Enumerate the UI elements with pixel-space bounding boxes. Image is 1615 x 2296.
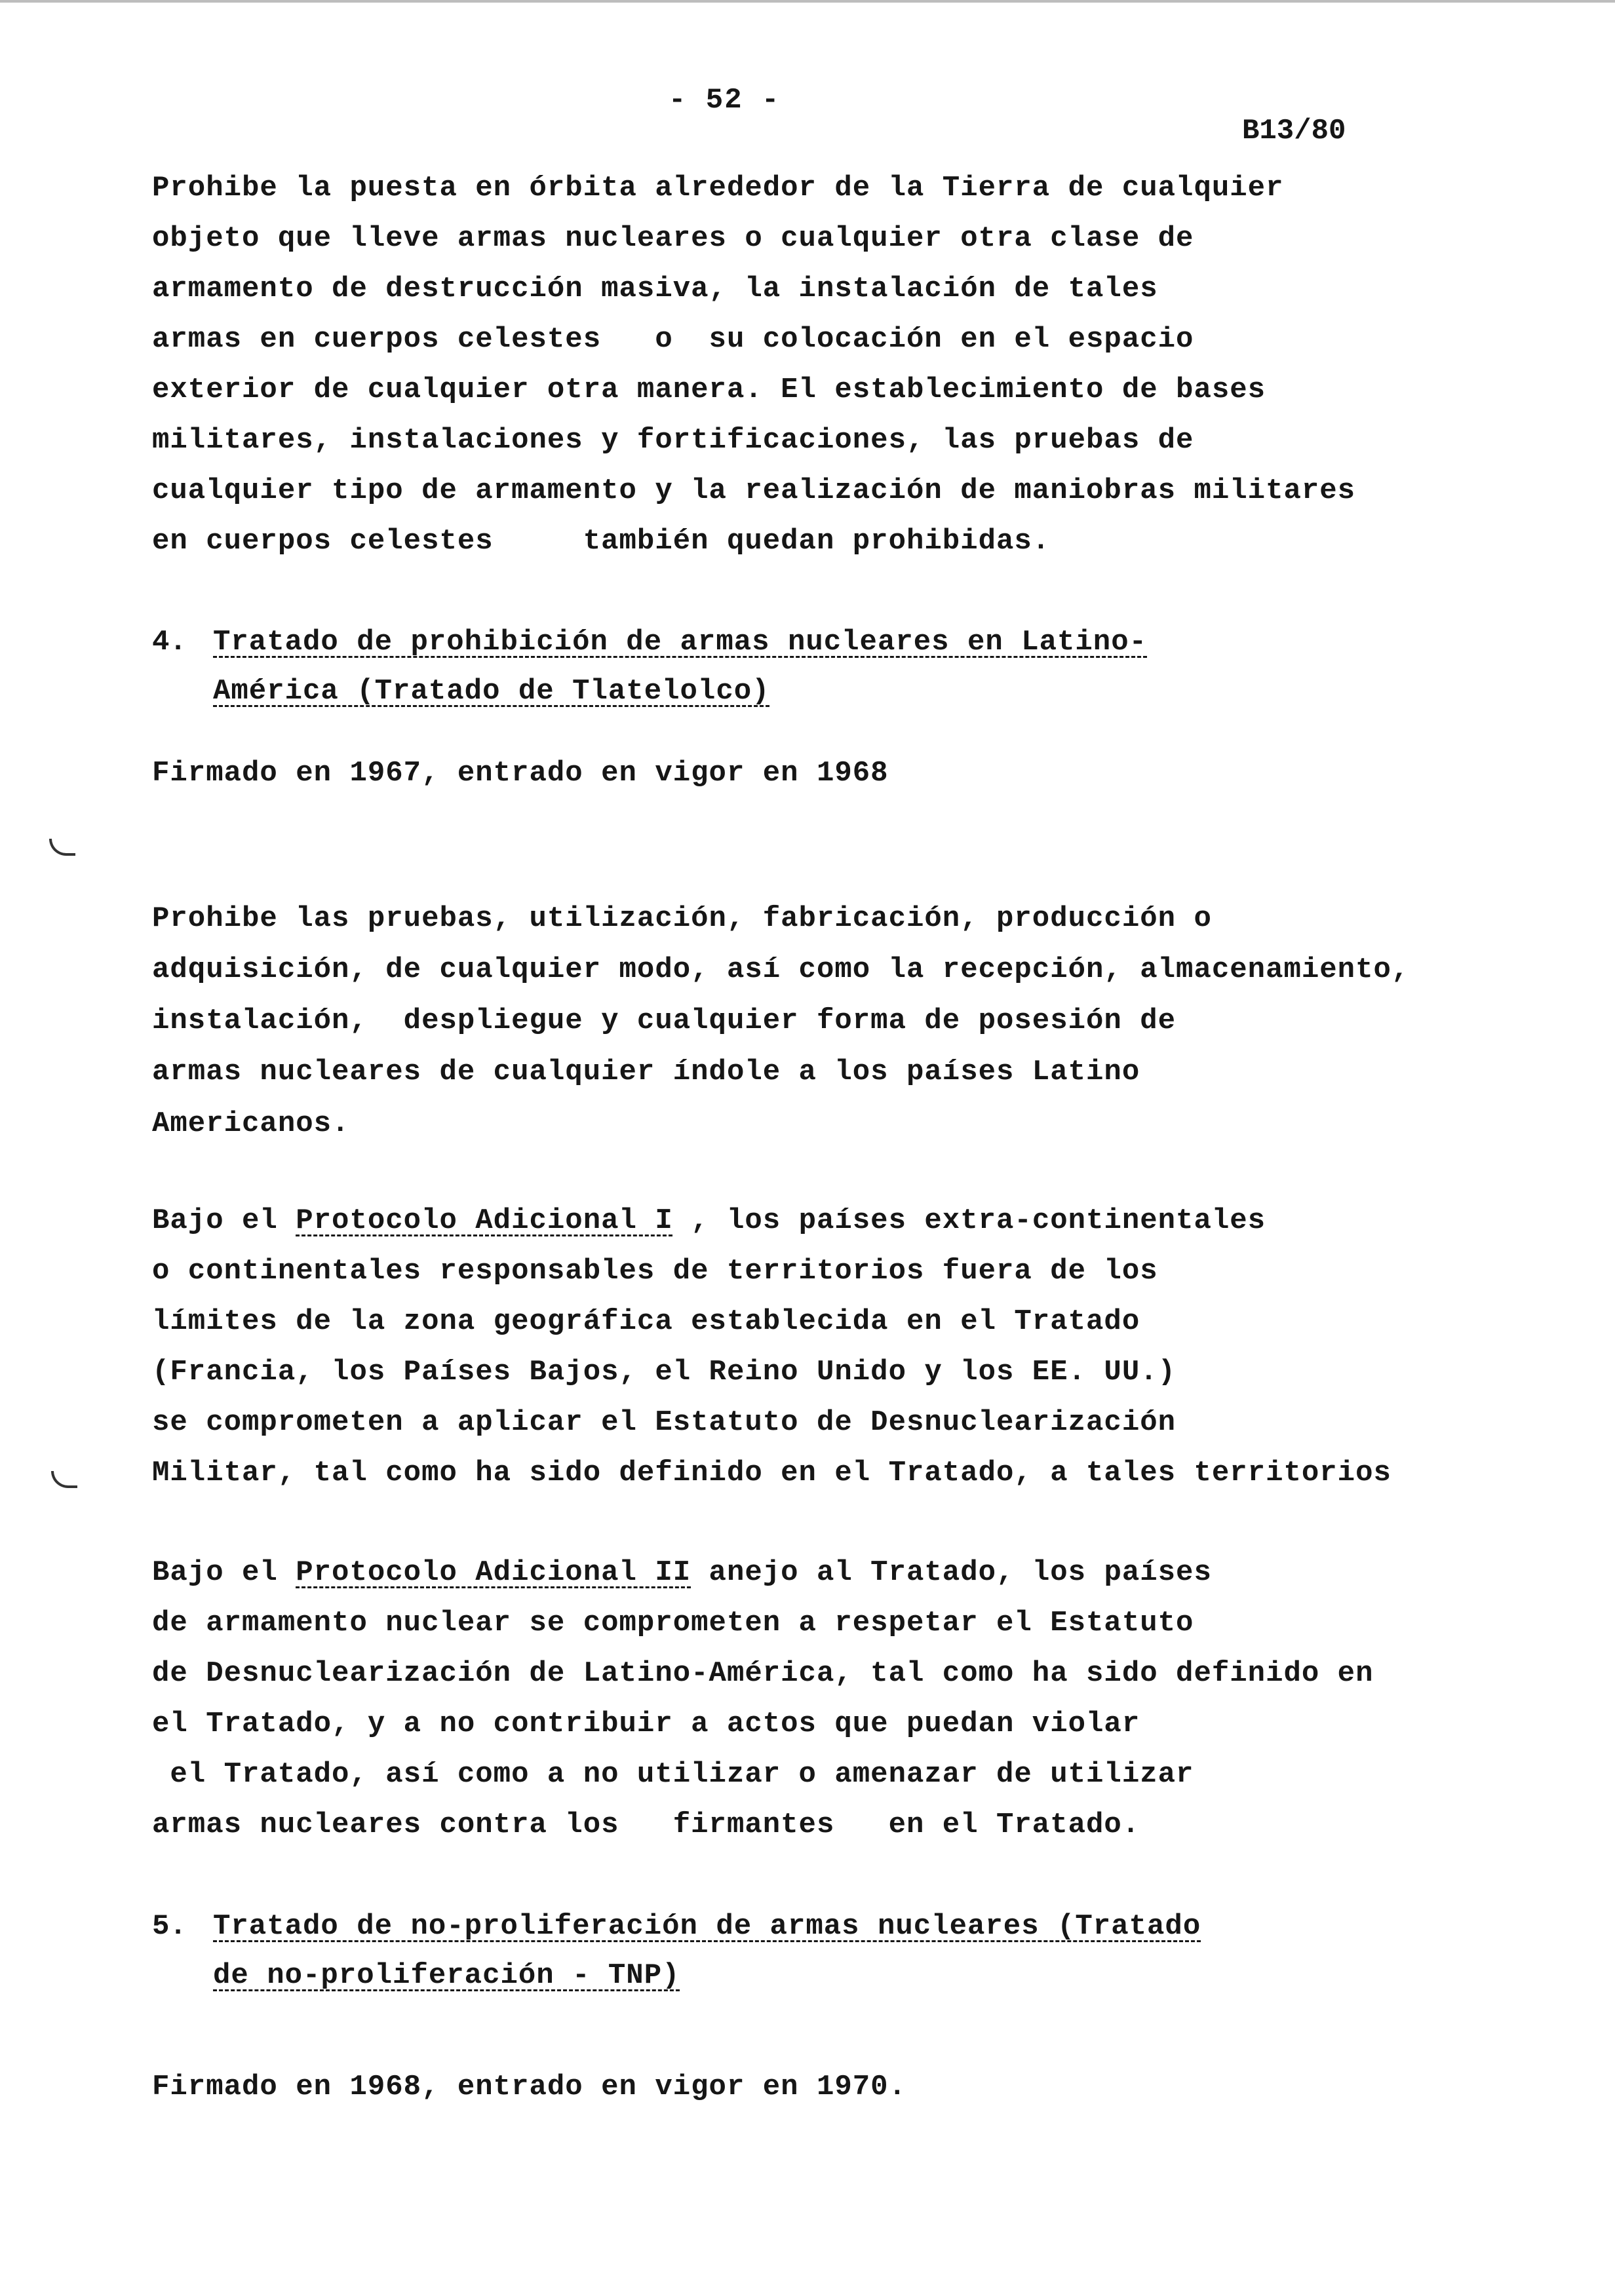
text-line: adquisición, de cualquier modo, así como la recepción, almacenamiento,	[152, 953, 1410, 986]
page-number: - 52 -	[669, 84, 781, 117]
text-line: Americanos.	[152, 1107, 350, 1140]
signed-date: Firmado en 1967, entrado en vigor en 1968	[152, 757, 889, 790]
margin-mark	[49, 839, 75, 856]
text-line	[152, 1204, 1266, 1237]
margin-mark	[51, 1471, 77, 1488]
text-line: cualquier tipo de armamento y la realización de maniobras militares	[152, 474, 1356, 507]
section-title: América (Tratado de Tlatelolco)	[213, 675, 770, 708]
section-title: Tratado de no-proliferación de armas nucleares (Tratado	[213, 1910, 1201, 1943]
text-line: de Desnuclearización de Latino-América, tal como ha sido definido en	[152, 1657, 1374, 1690]
text-line: o continentales responsables de territorios fuera de los	[152, 1255, 1158, 1288]
text-line: de armamento nuclear se comprometen a respetar el Estatuto	[152, 1607, 1194, 1639]
section-title: de no-proliferación - TNP)	[213, 1959, 680, 1992]
text-prefix: Bajo el	[152, 1204, 296, 1237]
document-reference: B13/80	[1242, 115, 1346, 147]
text-line: (Francia, los Países Bajos, el Reino Unido y los EE. UU.)	[152, 1356, 1177, 1388]
text-line	[152, 1556, 1212, 1589]
text-line: exterior de cualquier otra manera. El establecimiento de bases	[152, 373, 1266, 406]
text-line: Prohibe la puesta en órbita alrededor de la Tierra de cualquier	[152, 172, 1284, 204]
text-line: Prohibe las pruebas, utilización, fabricación, producción o	[152, 902, 1212, 935]
section-title: Tratado de prohibición de armas nucleares en Latino-	[213, 626, 1148, 659]
text-line: armamento de destrucción masiva, la instalación de tales	[152, 273, 1158, 305]
text-prefix: Bajo el	[152, 1556, 296, 1589]
signed-date: Firmado en 1968, entrado en vigor en 1970.	[152, 2071, 906, 2103]
text-line: límites de la zona geográfica establecida en el Tratado	[152, 1305, 1140, 1338]
text-line: en cuerpos celestes también quedan prohibidas.	[152, 525, 1051, 558]
text-line: el Tratado, y a no contribuir a actos que puedan violar	[152, 1708, 1140, 1740]
text-rest: , los países extra-continentales	[672, 1204, 1266, 1237]
protocol-name: Protocolo Adicional II	[296, 1556, 691, 1589]
text-line: armas nucleares de cualquier índole a los países Latino	[152, 1056, 1140, 1088]
text-line: Militar, tal como ha sido definido en el Tratado, a tales territorios	[152, 1457, 1391, 1489]
section-number: 5.	[152, 1910, 187, 1943]
text-line: se comprometen a aplicar el Estatuto de Desnuclearización	[152, 1406, 1177, 1439]
scan-top-border	[0, 0, 1615, 3]
text-rest: anejo al Tratado, los países	[691, 1556, 1212, 1589]
text-line: instalación, despliegue y cualquier forma de posesión de	[152, 1004, 1177, 1037]
text-line: el Tratado, así como a no utilizar o amenazar de utilizar	[152, 1758, 1194, 1791]
text-line: objeto que lleve armas nucleares o cualquier otra clase de	[152, 222, 1194, 255]
section-number: 4.	[152, 626, 187, 659]
text-line: armas en cuerpos celestes o su colocación en el espacio	[152, 323, 1194, 356]
protocol-name: Protocolo Adicional I	[296, 1204, 673, 1237]
text-line: armas nucleares contra los firmantes en el Tratado.	[152, 1808, 1140, 1841]
text-line: militares, instalaciones y fortificaciones, las pruebas de	[152, 424, 1194, 457]
